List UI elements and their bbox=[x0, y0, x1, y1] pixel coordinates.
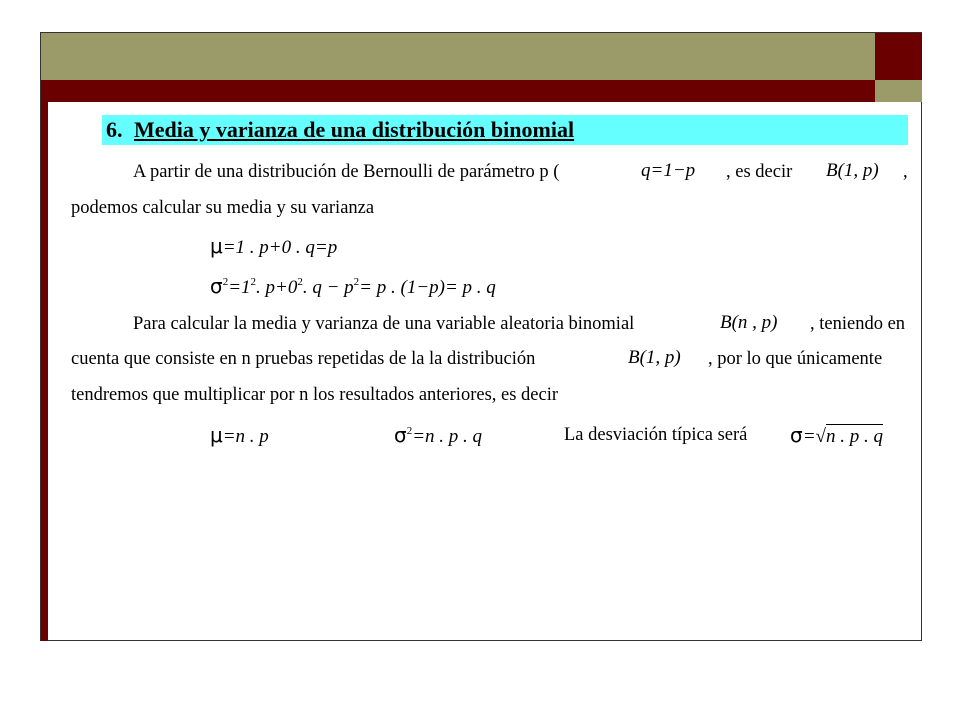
var-rhs-b: . p+0 bbox=[256, 277, 298, 298]
exp-2: 2 bbox=[250, 276, 257, 288]
para2-line1-b bbox=[810, 313, 905, 335]
para2-text-b: , teniendo en bbox=[810, 314, 906, 334]
para2-line2 bbox=[71, 348, 535, 370]
para2-line1 bbox=[133, 313, 634, 335]
para1-line1-c bbox=[903, 161, 908, 183]
exp-2: 2 bbox=[222, 276, 229, 288]
para1-text-a: A partir de una distribución de Bernoulli de parámetro p ( bbox=[133, 162, 560, 182]
para1-line1-b bbox=[726, 161, 792, 183]
exp-2: 2 bbox=[297, 276, 303, 288]
sigma-symbol: σ bbox=[394, 423, 407, 447]
section-number: 6. bbox=[106, 117, 123, 142]
result-variance-rhs: =n . p . q bbox=[412, 426, 483, 447]
para1-text-line2: podemos calcular su media y su varianza bbox=[71, 198, 375, 218]
para1-text-c: , bbox=[903, 162, 908, 182]
eq-bnp-text: B(n , p) bbox=[720, 312, 778, 333]
sqrt-sign: =√ bbox=[802, 426, 826, 447]
eq-b1p2-text: B(1, p) bbox=[628, 347, 681, 368]
result-variance bbox=[394, 424, 482, 448]
mu-symbol: μ bbox=[210, 234, 223, 258]
section-heading bbox=[102, 115, 908, 145]
eq-b1p-text: B(1, p) bbox=[826, 160, 879, 181]
formula-mean bbox=[210, 235, 337, 259]
result-mean bbox=[210, 424, 269, 448]
eq-b1p-2 bbox=[628, 347, 681, 369]
formula-variance bbox=[210, 275, 496, 299]
left-accent-bar bbox=[41, 102, 48, 641]
para2-text-a: Para calcular la media y varianza de una variable aleatoria binomial bbox=[133, 314, 635, 334]
sqrt-radicand: n . p . q bbox=[825, 426, 883, 447]
para2-text-line3: tendremos que multiplicar por n los resultados anteriores, es decir bbox=[71, 385, 559, 405]
para1-text-b: , es decir bbox=[726, 162, 793, 182]
sigma-symbol: σ bbox=[210, 274, 223, 298]
para1-line2 bbox=[71, 197, 374, 219]
mu-symbol: μ bbox=[210, 423, 223, 447]
eq-q bbox=[641, 160, 695, 182]
para1-line1 bbox=[133, 161, 559, 183]
mean-rhs: =1 . p+0 . q=p bbox=[222, 237, 338, 258]
para2-text-line2b: , por lo que únicamente bbox=[708, 349, 883, 369]
result-mean-rhs: =n . p bbox=[222, 426, 269, 447]
eq-b1p bbox=[826, 160, 879, 182]
section-title: Media y varianza de una distribución binomial bbox=[134, 117, 575, 142]
exp-2: 2 bbox=[353, 276, 360, 288]
desv-label-text: La desviación típica será bbox=[564, 425, 748, 445]
exp-2: 2 bbox=[406, 425, 413, 437]
para2-text-line2a: cuenta que consiste en n pruebas repetidas de la la distribución bbox=[71, 349, 536, 369]
result-sd bbox=[790, 424, 883, 448]
eq-q-text: q=1−p bbox=[641, 160, 696, 181]
sigma-symbol: σ bbox=[790, 423, 803, 447]
var-rhs-a: =1 bbox=[228, 277, 251, 298]
para2-line3 bbox=[71, 384, 558, 406]
corner-block-olive bbox=[875, 80, 922, 102]
var-rhs-c: . q − p bbox=[302, 277, 354, 298]
header-band-maroon bbox=[41, 80, 875, 102]
var-rhs-d: = p . (1−p)= p . q bbox=[359, 277, 496, 298]
eq-bnp bbox=[720, 312, 778, 334]
para2-line2-b bbox=[708, 348, 882, 370]
corner-block-maroon bbox=[875, 33, 922, 80]
header-band-olive bbox=[41, 33, 875, 80]
desv-label bbox=[564, 424, 747, 446]
